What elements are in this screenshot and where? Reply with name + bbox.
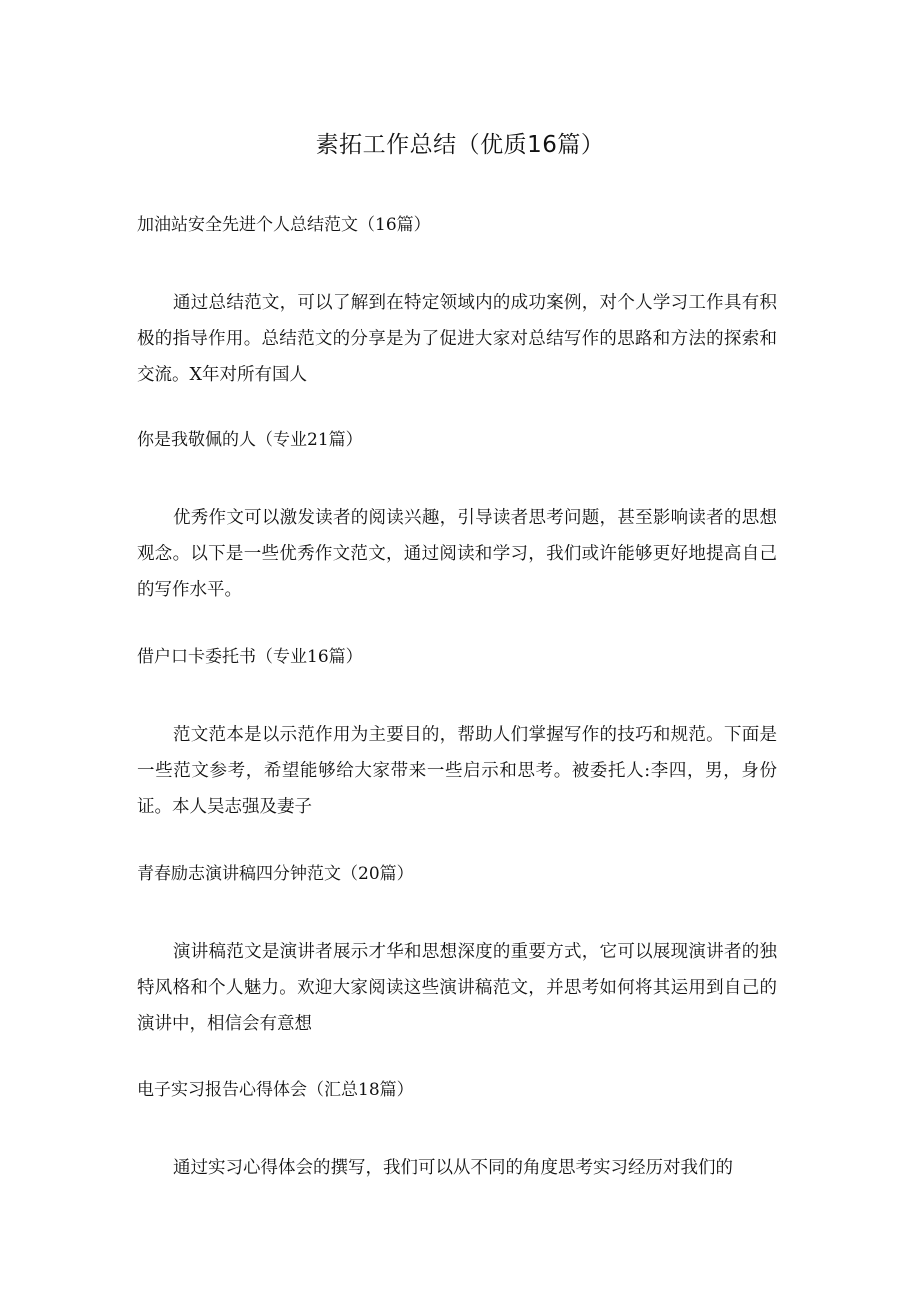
article-section [137, 645, 787, 817]
article-section [137, 1078, 787, 1178]
section-body: 优秀作文可以激发读者的阅读兴趣，引导读者思考问题，甚至影响读者的思想观念。以下是一些优秀作文范文，通过阅读和学习，我们或许能够更好地提高自己的写作水平。 [137, 508, 777, 600]
article-section [137, 862, 787, 1034]
section-heading: 你是我敬佩的人（专业21篇） [137, 430, 363, 450]
section-body: 通过实习心得体会的撰写，我们可以从不同的角度思考实习经历对我们的 [173, 1158, 733, 1178]
section-heading: 青春励志演讲稿四分钟范文（20篇） [137, 864, 414, 884]
section-heading: 借户口卡委托书（专业16篇） [137, 647, 363, 667]
article-section [137, 428, 787, 600]
section-heading: 加油站安全先进个人总结范文（16篇） [137, 215, 431, 235]
document-title: 素拓工作总结（优质16篇） [315, 132, 605, 158]
section-body: 范文范本是以示范作用为主要目的，帮助人们掌握写作的技巧和规范。下面是一些范文参考，希望能够给大家带来一些启示和思考。被委托人:李四，男，身份证。本人吴志强及妻子 [137, 725, 777, 817]
article-section [137, 213, 787, 385]
section-body: 通过总结范文，可以了解到在特定领域内的成功案例，对个人学习工作具有积极的指导作用。总结范文的分享是为了促进大家对总结写作的思路和方法的探索和交流。X年对所有国人 [137, 293, 777, 385]
section-body: 演讲稿范文是演讲者展示才华和思想深度的重要方式，它可以展现演讲者的独特风格和个人魅力。欢迎大家阅读这些演讲稿范文，并思考如何将其运用到自己的演讲中，相信会有意想 [137, 942, 777, 1034]
section-heading: 电子实习报告心得体会（汇总18篇） [137, 1080, 414, 1100]
